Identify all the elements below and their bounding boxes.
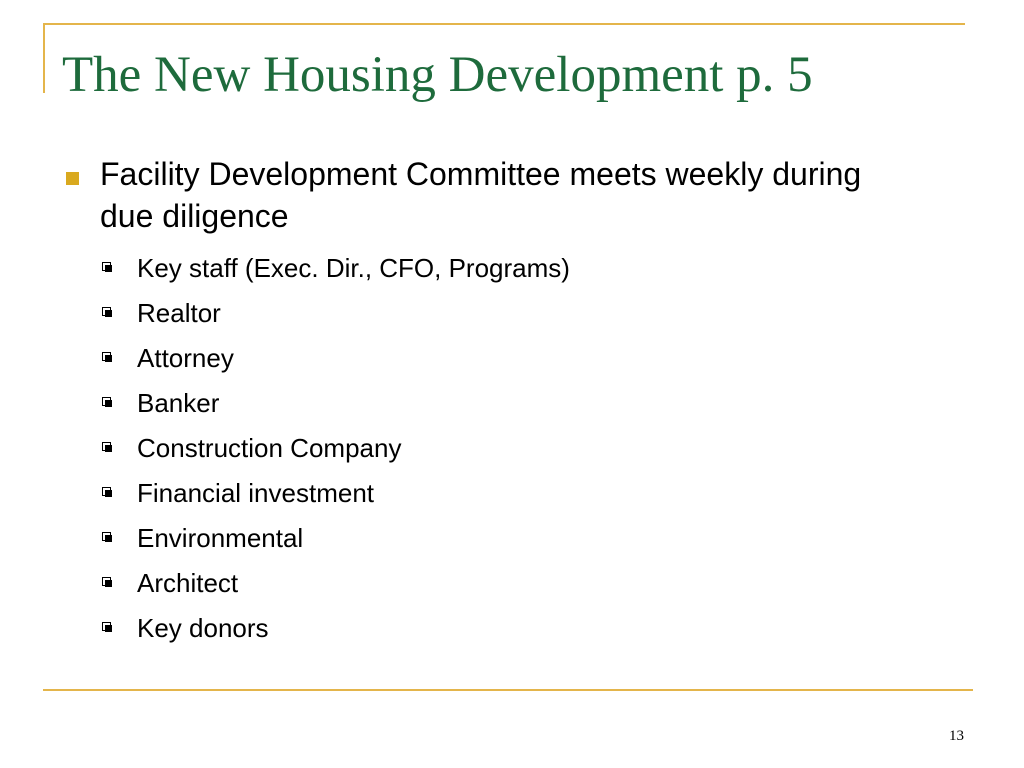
bullet-level2-item: Architect [137,568,239,598]
hollow-square-bullet-icon [102,262,111,271]
bullet-level2-item: Attorney [137,343,234,373]
bullet-level2-item: Key staff (Exec. Dir., CFO, Programs) [137,253,570,283]
hollow-square-bullet-icon [102,442,111,451]
footer-rule [43,689,973,691]
slide-title: The New Housing Development p. 5 [62,47,813,103]
bullet-level2-item: Construction Company [137,433,402,463]
hollow-square-bullet-icon [102,352,111,361]
hollow-square-bullet-icon [102,622,111,631]
hollow-square-bullet-icon [102,307,111,316]
hollow-square-bullet-icon [102,397,111,406]
bullet-level2-item: Financial investment [137,478,374,508]
bullet-level1: Facility Development Committee meets weekly during due diligence [100,156,862,234]
bullet-level2-item: Realtor [137,298,221,328]
hollow-square-bullet-icon [102,487,111,496]
bullet-level2-item: Banker [137,388,220,418]
bullet-level2-item: Environmental [137,523,304,553]
hollow-square-bullet-icon [102,532,111,541]
page-number: 13 [949,728,964,744]
hollow-square-bullet-icon [102,577,111,586]
square-bullet-icon [66,172,79,185]
bullet-level2-item: Key donors [137,613,269,643]
